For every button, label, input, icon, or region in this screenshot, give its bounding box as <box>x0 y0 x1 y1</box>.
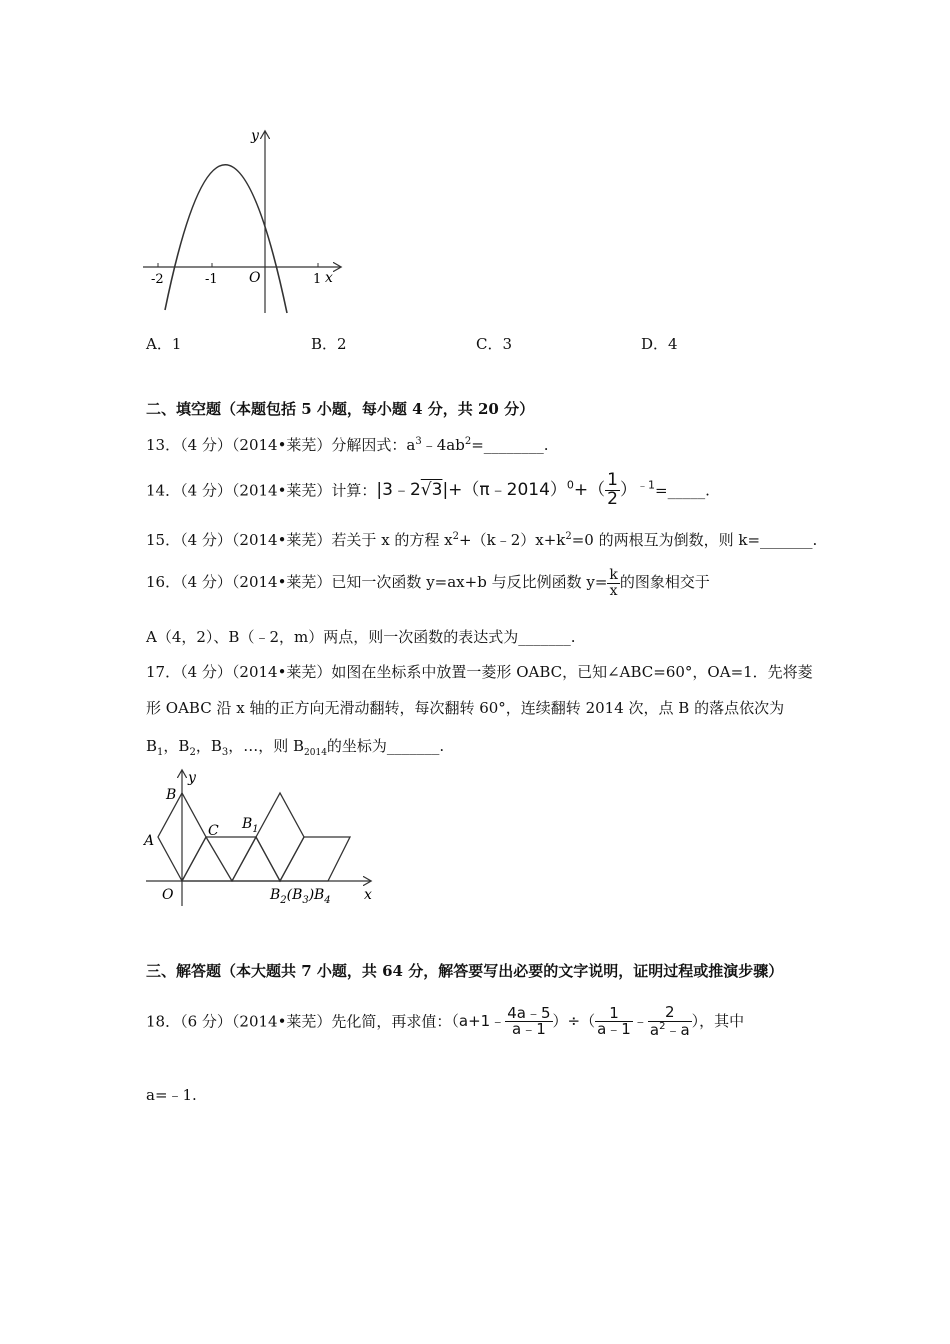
choice-c: C．3 <box>476 335 513 353</box>
rhombus-figure <box>138 768 388 913</box>
parabola-curve <box>165 165 287 313</box>
choice-d: D．4 <box>641 335 678 353</box>
label-B: B <box>166 787 177 803</box>
tick-label: -2 <box>151 272 164 287</box>
label-C: C <box>208 823 219 839</box>
label-B2-B3: $B_2(B_3)$ <box>270 887 315 906</box>
rhombus-position-4 <box>280 837 350 881</box>
label-A: A <box>144 833 155 849</box>
question-16-line2: A（4，2）、B（﹣2，m）两点，则一次函数的表达式为_______. <box>146 628 576 646</box>
label-x: x <box>364 887 372 903</box>
y-axis-label: y <box>251 128 259 144</box>
question-17-line3: $B_1$，$B_2$，$B_3$，…，则 $B_{2014}$的坐标为_______. <box>146 737 445 758</box>
x-axis-label: x <box>325 270 333 286</box>
section-3-title: 三、解答题（本大题共 7 小题，共 64 分，解答要写出必要的文字说明，证明过程或推演步骤） <box>146 962 784 980</box>
question-17-line2: 形 OABC 沿 x 轴的正方向无滑动翻转，每次翻转 60°，连续翻转 2014 次，点 B 的落点依次为 <box>146 699 785 717</box>
rhombus-position-2 <box>232 837 280 881</box>
question-15: 15．（4 分）（2014•莱芜）若关于 x 的方程 $x^2+(k﹣2)x+k^2=0$ 的两根互为倒数，则 k=_______. <box>146 531 818 549</box>
question-17-line1: 17．（4 分）（2014•莱芜）如图在坐标系中放置一菱形 OABC，已知∠ABC=60°，OA=1．先将菱 <box>146 663 813 681</box>
rhombus-position-1 <box>182 837 256 881</box>
question-13: 13．（4 分）（2014•莱芜）分解因式：$a^3﹣4ab^2=\_\_\_\_\_\_\_\_$. <box>146 436 549 454</box>
question-18-line2: a=﹣1. <box>146 1086 197 1104</box>
label-y: y <box>188 770 196 786</box>
tick-label: -1 <box>205 272 218 287</box>
label-B4: $B_4$ <box>314 887 331 906</box>
rhombus-position-3 <box>256 793 304 881</box>
tick-label: 1 <box>313 272 322 287</box>
question-16: 16．（4 分）（2014•莱芜）已知一次函数 y=ax+b 与反比例函数 y= $\frac{k}{x}$ 的图象相交于 <box>146 567 710 599</box>
question-14: 14．（4 分）（2014•莱芜）计算：|3﹣2√3|+（π﹣2014）$^0$+（ $\frac{1}{2}$ ）$^{﹣1}$=_____. <box>146 470 710 509</box>
parabola-graph <box>135 120 355 320</box>
choice-b: B．2 <box>311 335 347 353</box>
section-2-title: 二、填空题（本题包括 5 小题，每小题 4 分，共 20 分） <box>146 400 535 418</box>
label-B1: $B_1$ <box>242 816 259 835</box>
question-18: 18．（6 分）（2014•莱芜）先化简，再求值：（a+1﹣ $\frac{4a﹣5}{a﹣1}$ ）÷（ $\frac{1}{a﹣1}$ ﹣ $\frac{2}{a^2﹣a}$ ），其中 <box>146 1003 745 1039</box>
choice-a: A．1 <box>146 335 182 353</box>
origin-label: O <box>249 270 261 286</box>
label-O: O <box>162 887 174 903</box>
